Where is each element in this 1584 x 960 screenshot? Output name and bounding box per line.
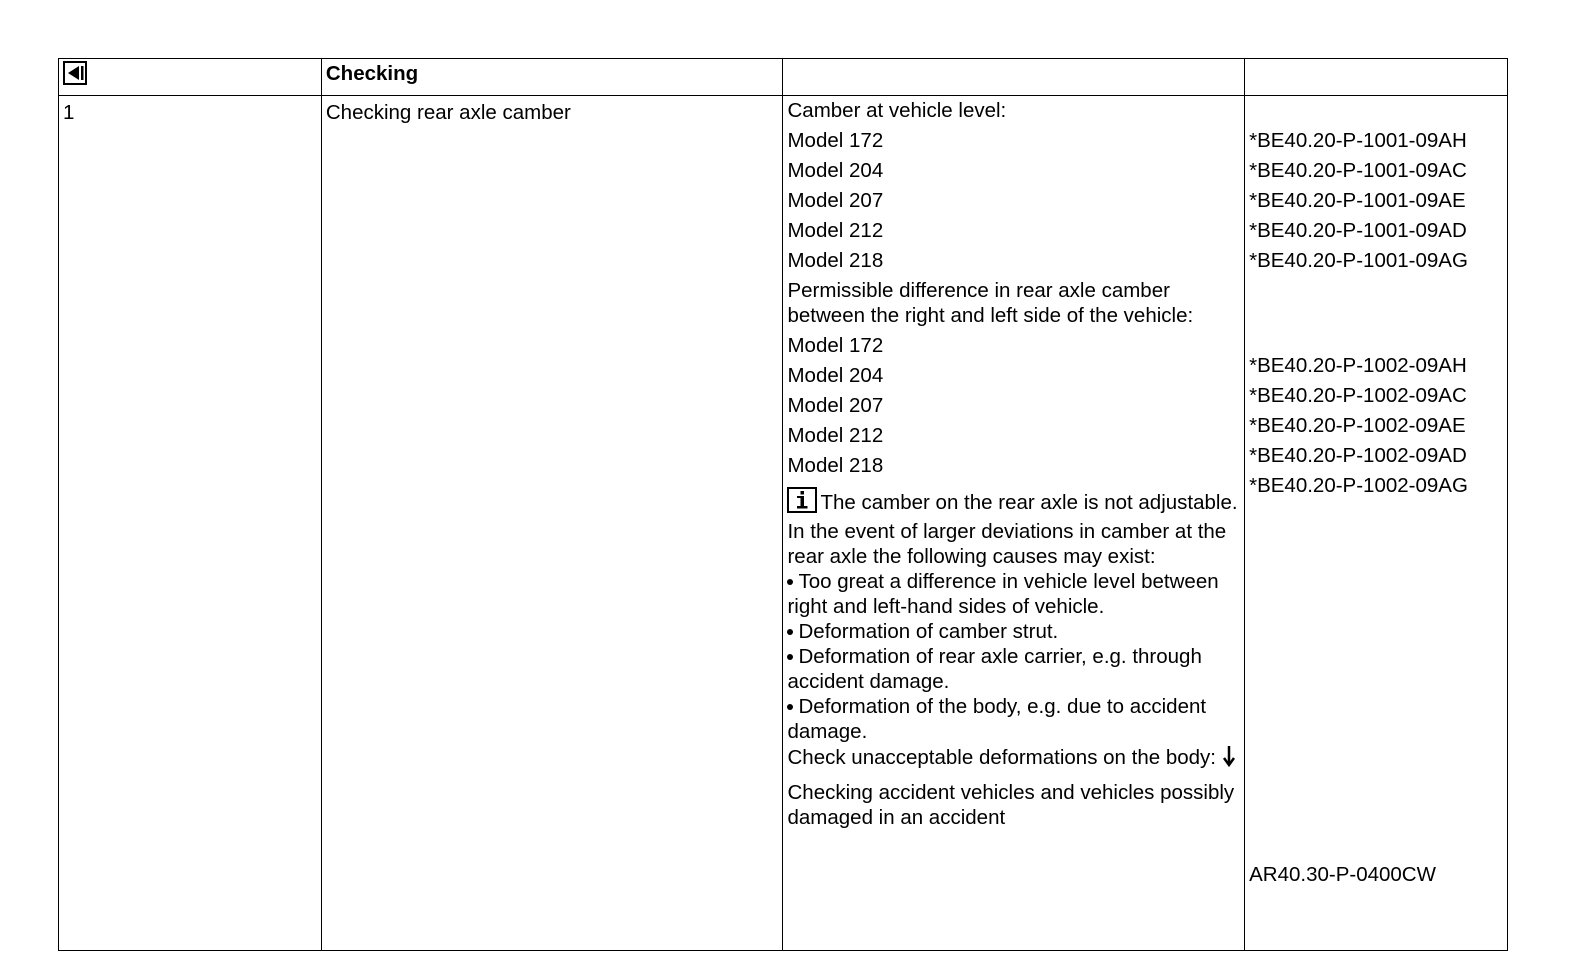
camber-model: Model 172 — [787, 129, 884, 152]
step-row — [59, 96, 1508, 951]
bullet-icon — [787, 629, 793, 635]
camber-model: Model 207 — [787, 189, 884, 212]
accident-ref[interactable]: AR40.30-P-0400CW — [1249, 863, 1436, 886]
info-icon — [787, 487, 817, 519]
difference-label: Permissible difference in rear axle camber between the right and left side of the vehicle: — [787, 279, 1194, 327]
difference-model: Model 207 — [787, 394, 884, 417]
ref-spacer — [1249, 96, 1503, 126]
header-icon-cell — [59, 59, 322, 96]
procedure-table — [58, 58, 1508, 951]
difference-ref[interactable]: *BE40.20-P-1002-09AC — [1249, 384, 1467, 407]
cause-item: Too great a difference in vehicle level between right and left-hand sides of vehicle. — [787, 570, 1219, 618]
procedure-sheet — [58, 58, 1508, 952]
difference-model: Model 218 — [787, 454, 884, 477]
step-references — [1245, 96, 1508, 951]
camber-label: Camber at vehicle level: — [787, 99, 1007, 122]
bullet-icon — [787, 579, 793, 585]
camber-model: Model 204 — [787, 159, 884, 182]
cause-item: Deformation of camber strut. — [787, 619, 1240, 644]
causes-intro: In the event of larger deviations in camber at the rear axle the following causes may exist: — [787, 520, 1227, 568]
camber-ref[interactable]: *BE40.20-P-1001-09AE — [1249, 189, 1466, 212]
note-text: The camber on the rear axle is not adjustable. — [820, 491, 1238, 514]
ref-spacer — [1249, 276, 1503, 351]
check-body-row — [787, 744, 1240, 774]
note — [787, 487, 1240, 519]
header-row — [59, 59, 1508, 96]
arrow-down-icon[interactable] — [1222, 744, 1236, 774]
accident-check: Checking accident vehicles and vehicles possibly damaged in an accident — [787, 781, 1235, 829]
header-empty-cell-2 — [1245, 59, 1508, 96]
section-title: Checking — [321, 59, 783, 96]
back-arrow-icon[interactable] — [63, 61, 87, 91]
camber-model: Model 218 — [787, 249, 884, 272]
camber-ref[interactable]: *BE40.20-P-1001-09AD — [1249, 219, 1467, 242]
camber-ref[interactable]: *BE40.20-P-1001-09AH — [1249, 129, 1467, 152]
check-body-text: Check unacceptable deformations on the body: — [787, 746, 1216, 769]
difference-ref[interactable]: *BE40.20-P-1002-09AG — [1249, 474, 1468, 497]
step-details — [783, 96, 1245, 951]
step-name: Checking rear axle camber — [321, 96, 783, 951]
bullet-icon — [787, 704, 793, 710]
difference-ref[interactable]: *BE40.20-P-1002-09AD — [1249, 444, 1467, 467]
ref-spacer — [1249, 501, 1503, 862]
cause-item: Deformation of rear axle carrier, e.g. through accident damage. — [787, 645, 1202, 693]
difference-ref[interactable]: *BE40.20-P-1002-09AH — [1249, 354, 1467, 377]
bullet-icon — [787, 654, 793, 660]
difference-model: Model 204 — [787, 364, 884, 387]
camber-ref[interactable]: *BE40.20-P-1001-09AG — [1249, 249, 1468, 272]
difference-model: Model 172 — [787, 334, 884, 357]
camber-ref[interactable]: *BE40.20-P-1001-09AC — [1249, 159, 1467, 182]
step-number: 1 — [59, 96, 322, 951]
difference-model: Model 212 — [787, 424, 884, 447]
header-empty-cell — [783, 59, 1245, 96]
camber-model: Model 212 — [787, 219, 884, 242]
cause-item: Deformation of the body, e.g. due to accident damage. — [787, 695, 1207, 743]
difference-ref[interactable]: *BE40.20-P-1002-09AE — [1249, 414, 1466, 437]
